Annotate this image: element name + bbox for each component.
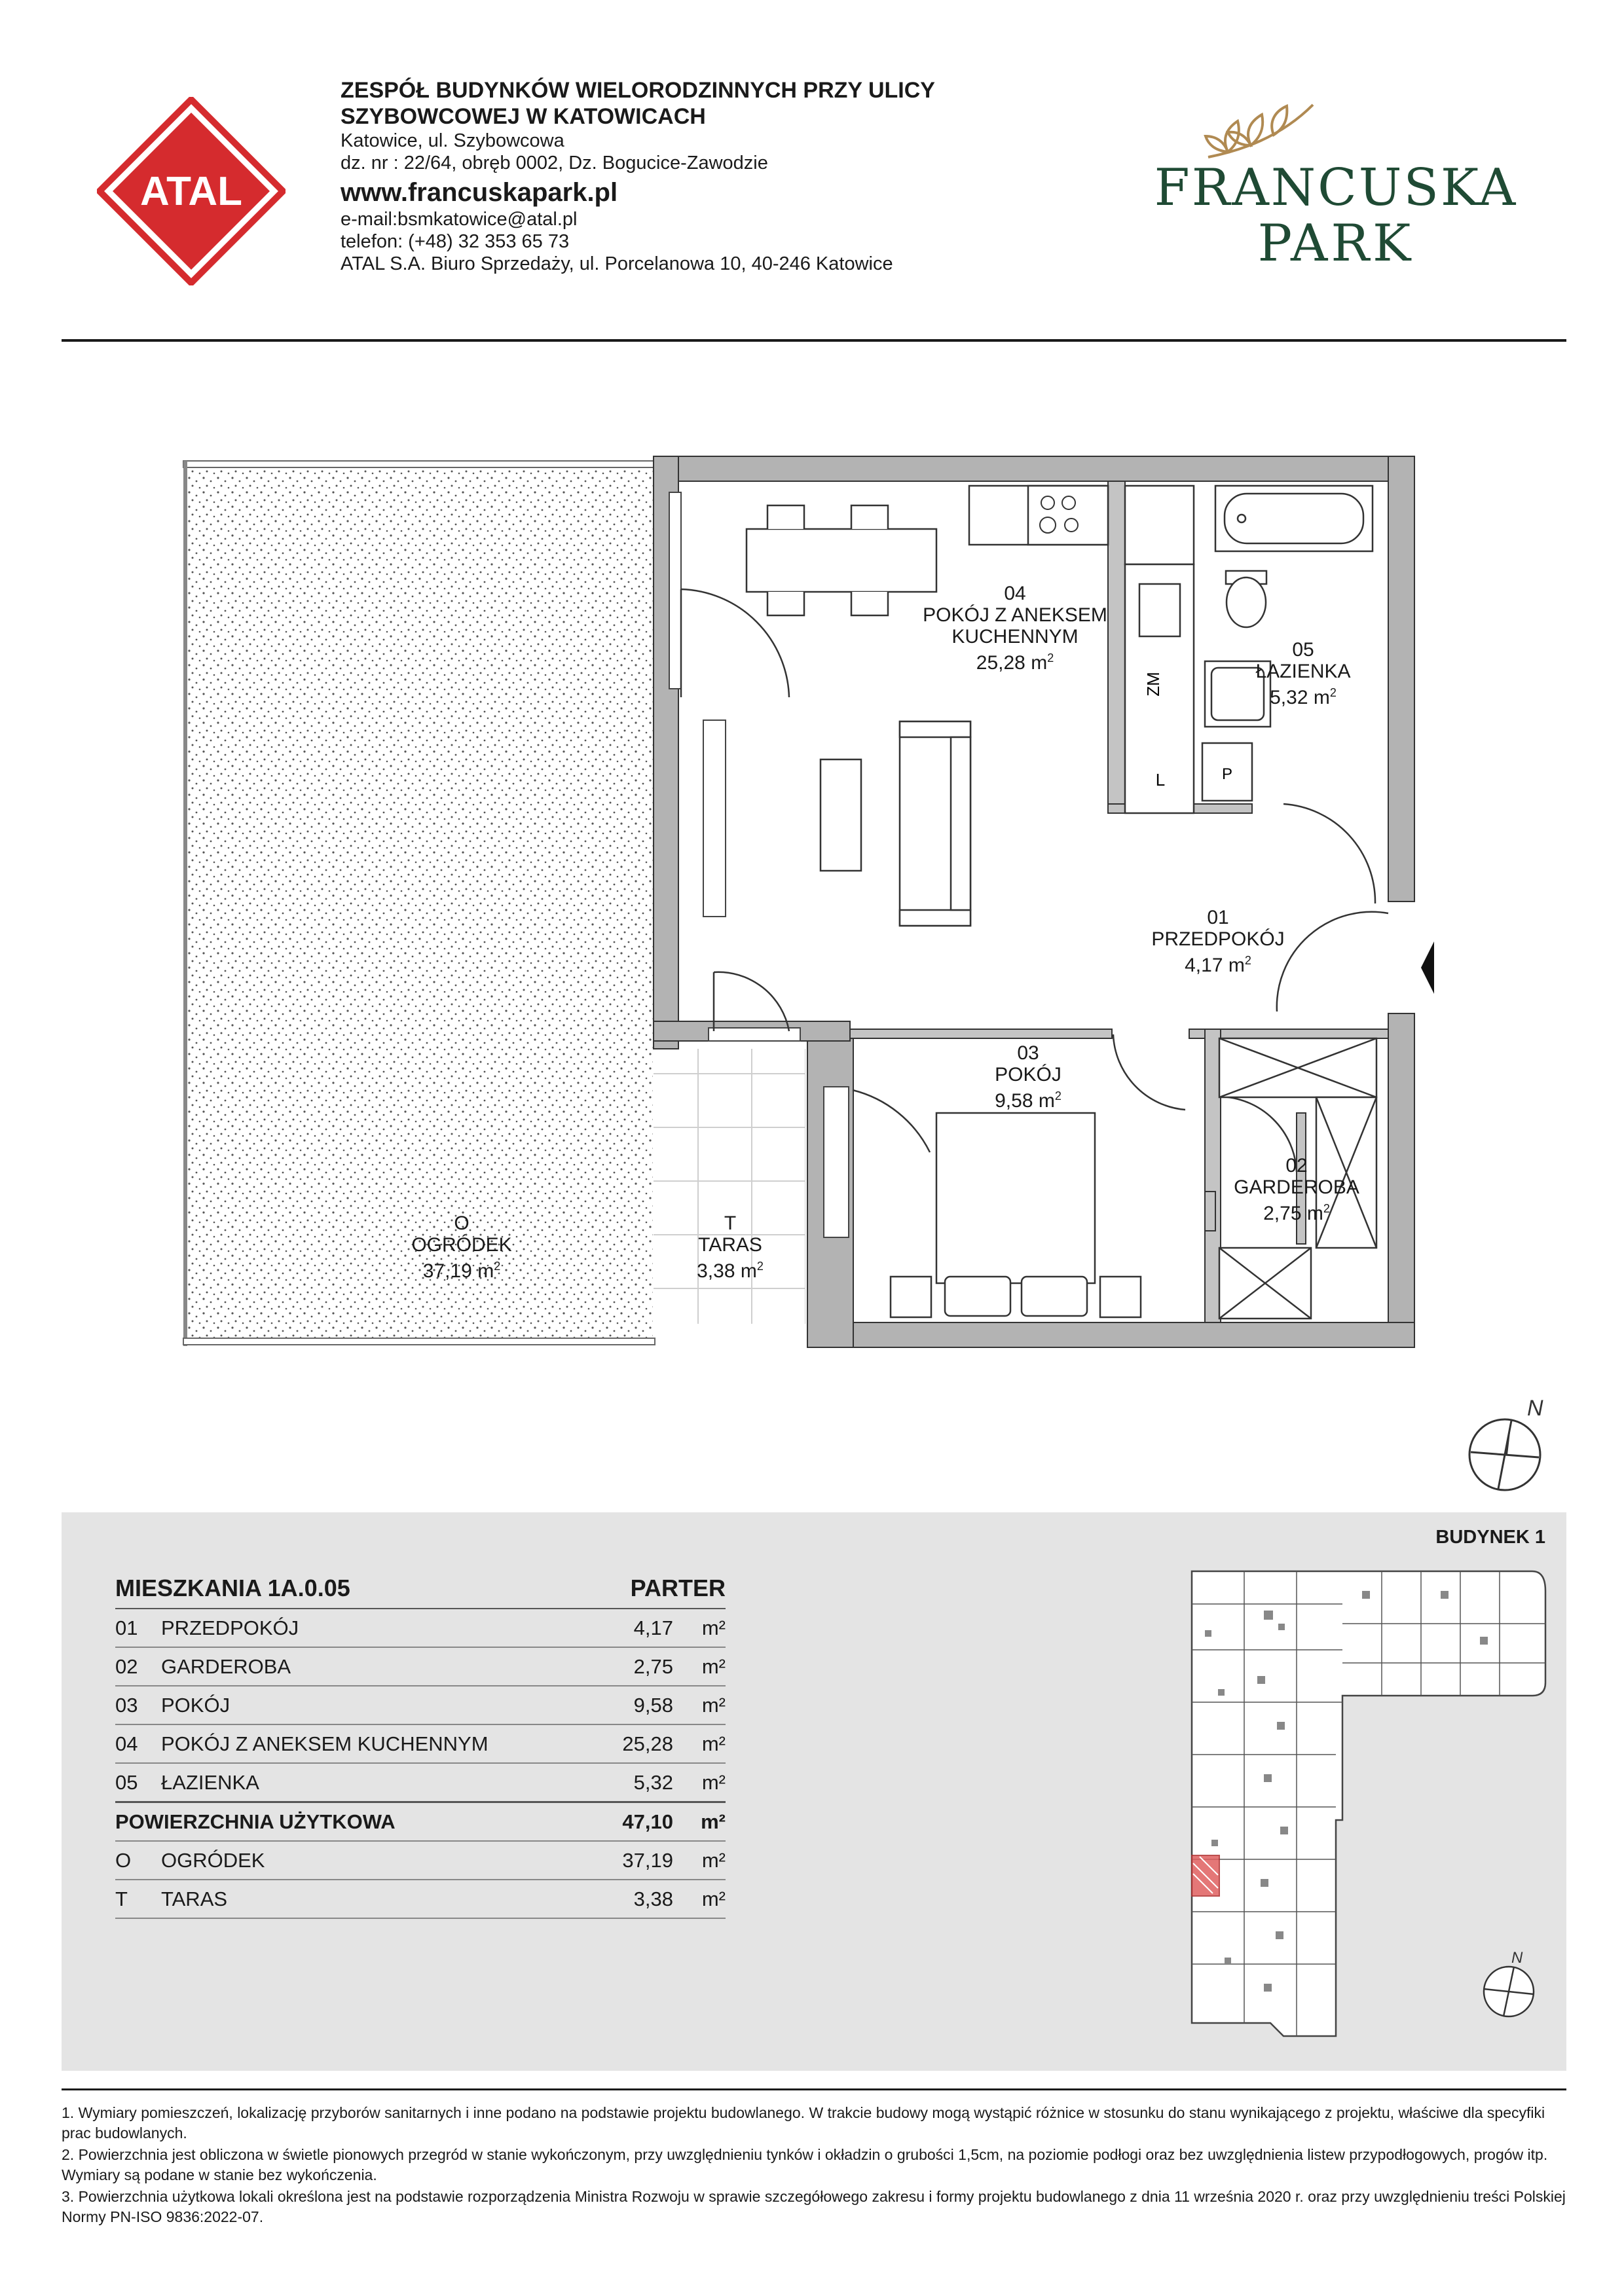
room-label-02 [1218,1155,1375,1224]
room-code: T [724,1212,737,1234]
row-name: TARAS [161,1880,595,1918]
room-label-01 [1139,907,1297,976]
project-title-line1: ZESPÓŁ BUDYNKÓW WIELORODZINNYCH PRZY ULICY [341,78,935,103]
garden-area [187,466,653,1343]
phone-text: telefon: (+48) 32 353 65 73 [341,231,570,252]
total-name: POWIERZCHNIA UŻYTKOWA [115,1802,595,1842]
office-address: ATAL S.A. Biuro Sprzedaży, ul. Porcelanowa 10, 40-246 Katowice [341,253,893,274]
table-row [115,1609,726,1647]
project-title-line2: SZYBOWCOWEJ W KATOWICACH [341,104,706,129]
row-name: GARDEROBA [161,1647,595,1686]
brand-name-line2: PARK [1257,214,1414,273]
project-address: Katowice, ul. Szybowcowa [341,130,564,151]
room-area: 37,19 m [422,1260,494,1282]
washer-label: ZM [1143,672,1163,697]
row-code: 01 [115,1609,161,1647]
room-name: PRZEDPOKÓJ [1151,928,1285,950]
room-area: 2,75 m [1263,1203,1323,1224]
row-value: 25,28 [595,1724,673,1763]
room-area: 5,32 m [1270,687,1330,708]
email-text[interactable]: e-mail:bsmkatowice@atal.pl [341,209,578,230]
row-unit: m² [673,1880,726,1918]
row-name: POKÓJ Z ANEKSEM KUCHENNYM [161,1724,595,1763]
compass-icon [1467,1394,1552,1493]
key-plan-compass-icon [1479,1948,1544,2020]
room-name: POKÓJ [995,1064,1061,1085]
fridge-label: L [1155,770,1166,790]
entrance-arrow-icon [1421,941,1434,994]
floor-label: PARTER [595,1569,726,1609]
row-value: 9,58 [595,1686,673,1724]
row-code: 02 [115,1647,161,1686]
row-code: T [115,1880,161,1918]
row-name: POKÓJ [161,1686,595,1724]
row-code: 03 [115,1686,161,1724]
room-name: OGRÓDEK [411,1234,512,1256]
table-row [115,1686,726,1724]
row-name: PRZEDPOKÓJ [161,1609,595,1647]
table-row [115,1647,726,1686]
note-3: 3. Powierzchnia użytkowa lokali określona jest na podstawie rozporządzenia Ministra Rozwoju w sprawie szczegółowego zakresu i formy projektu budowlanego z dnia 11 września 2020 r. oraz przy uwzględnieniu treści Polskiej Normy PN-ISO 9836:2022-07. [62,2188,1566,2225]
row-name: ŁAZIENKA [161,1763,595,1802]
row-value: 37,19 [595,1841,673,1880]
brand-name-line1: FRANCUSKA [1154,158,1518,217]
terrace-area [654,1049,805,1324]
project-plot: dz. nr : 22/64, obręb 0002, Dz. Bogucice-Zawodzie [341,153,768,173]
row-unit: m² [673,1763,726,1802]
room-area: 9,58 m [995,1090,1055,1112]
room-name: POKÓJ Z ANEKSEM [923,604,1107,626]
row-code: 05 [115,1763,161,1802]
row-code: 04 [115,1724,161,1763]
total-value: 47,10 [595,1802,673,1842]
row-code: O [115,1841,161,1880]
room-label-03 [969,1042,1087,1112]
row-unit: m² [673,1609,726,1647]
row-value: 2,75 [595,1647,673,1686]
building-label: BUDYNEK 1 [1435,1527,1545,1548]
apartment-title: MIESZKANIA 1A.0.05 [115,1569,595,1609]
row-unit: m² [673,1841,726,1880]
room-area-sup: 2 [1329,686,1337,699]
pump-label: P [1221,765,1233,783]
note-2: 2. Powierzchnia jest obliczona w świetle pionowych przegród w stanie wykończonym, przy uwzględnieniu tynków i okładzin o grubości 1,5cm, na poziomie podłogi oraz bez uwzględnienia listew przypodłogowych, progów itp. Wymiary są podane w stanie bez wykończenia. [62,2146,1548,2183]
room-code: O [454,1212,470,1234]
table-header [115,1569,726,1609]
table-row [115,1841,726,1880]
note-1: 1. Wymiary pomieszczeń, lokalizację przyborów sanitarnych i inne podano na podstawie projektu budowlanego. W trakcie budowy mogą wystąpić różnice w stosunku do stanu wynikającego z projektu, właściwe dla specyfiki prac budowlanych. [62,2104,1545,2141]
room-code: 01 [1207,907,1229,928]
row-value: 4,17 [595,1609,673,1647]
room-area: 3,38 m [697,1260,757,1282]
row-value: 3,38 [595,1880,673,1918]
notes [62,2103,1568,2229]
total-row [115,1802,726,1842]
room-area: 4,17 m [1185,955,1245,976]
room-code: 02 [1285,1155,1308,1176]
notes-divider [62,2088,1566,2090]
room-area: 25,28 m [976,652,1048,674]
room-label-04 [904,583,1126,674]
row-value: 5,32 [595,1763,673,1802]
table-row [115,1880,726,1918]
room-area-sup: 2 [494,1260,501,1273]
table-row [115,1763,726,1802]
total-unit: m² [673,1802,726,1842]
room-area-sup: 2 [1323,1202,1330,1215]
atal-logo-text: ATAL [139,169,243,214]
room-name: TARAS [698,1234,762,1256]
room-area-sup: 2 [756,1260,764,1273]
website-link[interactable]: www.francuskapark.pl [341,178,618,207]
room-name-line2: KUCHENNYM [951,626,1079,647]
row-name: OGRÓDEK [161,1841,595,1880]
room-area-sup: 2 [1047,651,1054,665]
room-label-taras [674,1212,786,1282]
room-label-ogrodek [399,1212,524,1282]
room-name: ŁAZIENKA [1255,661,1351,682]
room-code: 05 [1292,639,1314,661]
room-area-sup: 2 [1054,1089,1061,1102]
row-unit: m² [673,1686,726,1724]
room-code: 04 [1004,583,1026,604]
table-row [115,1724,726,1763]
rooms-table [115,1569,726,1919]
room-area-sup: 2 [1244,954,1251,967]
row-unit: m² [673,1647,726,1686]
svg-text:N: N [1511,1949,1523,1967]
room-code: 03 [1017,1042,1039,1064]
room-name: GARDEROBA [1234,1176,1359,1198]
row-unit: m² [673,1724,726,1763]
room-label-05 [1244,639,1362,708]
svg-text:N: N [1527,1396,1543,1421]
